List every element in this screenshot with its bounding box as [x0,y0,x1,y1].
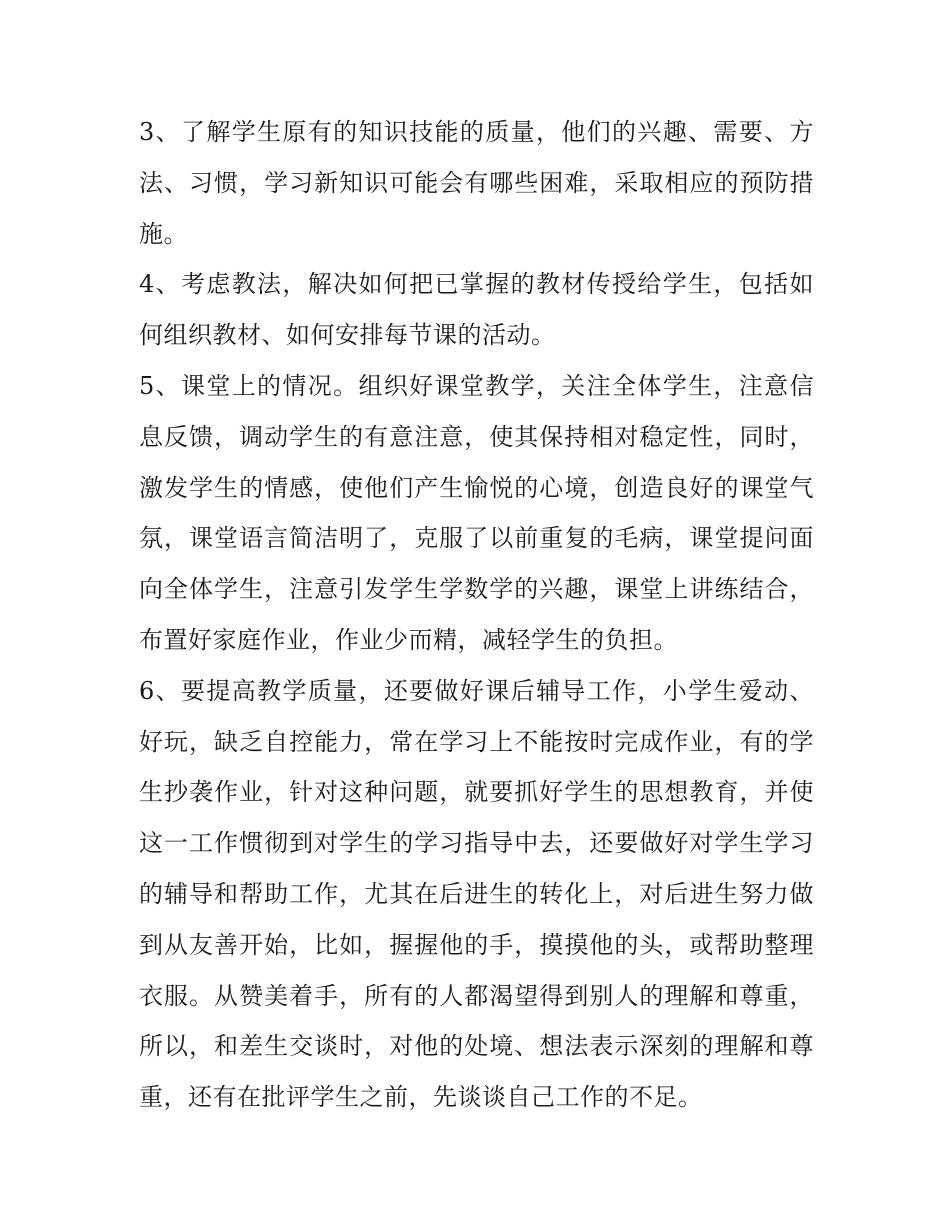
paragraph-3: 3、了解学生原有的知识技能的质量，他们的兴趣、需要、方法、习惯，学习新知识可能会有哪些困难，采取相应的预防措施。 [139,118,814,248]
paragraph-4: 4、考虑教法，解决如何把已掌握的教材传授给学生，包括如何组织教材、如何安排每节课的活动。 [139,270,814,350]
paragraph-6: 6、要提高教学质量，还要做好课后辅导工作，小学生爱动、好玩，缺乏自控能力，常在学习上不能按时完成作业，有的学生抄袭作业，针对这种问题，就要抓好学生的思想教育，并使这一工作惯彻到对学生的学习指导中去，还要做好对学生学习的辅导和帮助工作，尤其在后进生的转化上，对后进生努力做到从友善开始，比如，握握他的手，摸摸他的头，或帮助整理衣服。从赞美着手，所有的人都渴望得到别人的理解和尊重，所以，和差生交谈时，对他的处境、想法表示深刻的理解和尊重，还有在批评学生之前，先谈谈自己工作的不足。 [139,676,814,1112]
paragraph-5: 5、课堂上的情况。组织好课堂教学，关注全体学生，注意信息反馈，调动学生的有意注意，使其保持相对稳定性，同时，激发学生的情感，使他们产生愉悦的心境，创造良好的课堂气氛，课堂语言简洁明了，克服了以前重复的毛病，课堂提问面向全体学生，注意引发学生学数学的兴趣，课堂上讲练结合，布置好家庭作业，作业少而精，减轻学生的负担。 [139,371,814,654]
document-body [139,107,814,1123]
